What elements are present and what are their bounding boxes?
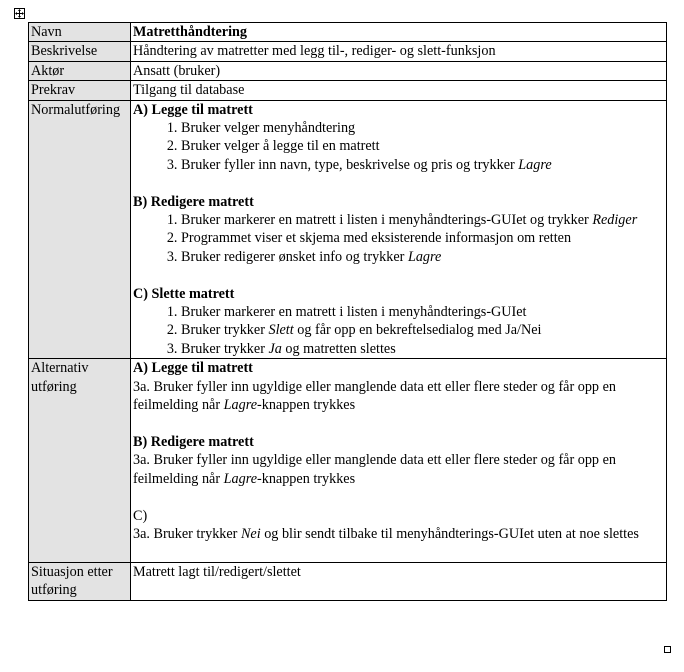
list-item: 1. Bruker markerer en matrett i listen i menyhåndterings-GUIet og trykker Rediger xyxy=(181,211,664,229)
label-actor: Aktør xyxy=(29,61,131,80)
section-title-delete: C) Slette matrett xyxy=(133,285,235,302)
value-actor: Ansatt (bruker) xyxy=(131,61,667,80)
label-name: Navn xyxy=(29,23,131,42)
label-postcondition: Situasjon etter utføring xyxy=(29,562,131,600)
use-case-table xyxy=(28,22,667,601)
value-description: Håndtering av matretter med legg til-, rediger- og slett-funksjon xyxy=(131,42,667,61)
list-item: 1. Bruker markerer en matrett i listen i menyhåndterings-GUIet xyxy=(181,303,664,321)
value-postcondition: Matrett lagt til/redigert/slettet xyxy=(131,562,667,600)
label-normal-flow: Normalutføring xyxy=(29,100,131,359)
value-name: Matretthåndtering xyxy=(131,23,667,42)
label-precondition: Prekrav xyxy=(29,81,131,100)
list-item: 1. Bruker velger menyhåndtering xyxy=(181,119,664,137)
value-precondition: Tilgang til database xyxy=(131,81,667,100)
label-description: Beskrivelse xyxy=(29,42,131,61)
alt-title-add: A) Legge til matrett xyxy=(133,360,253,377)
value-normal-flow xyxy=(131,100,667,359)
list-item: 3. Bruker redigerer ønsket info og trykker Lagre xyxy=(181,248,664,266)
table-row-precondition xyxy=(29,81,667,100)
table-row-alternative-flow xyxy=(29,359,667,562)
steps-edit xyxy=(133,211,664,266)
label-alternative-flow: Alternativ utføring xyxy=(29,359,131,562)
table-move-handle-icon[interactable] xyxy=(14,8,25,19)
list-item: 2. Programmet viser et skjema med eksisterende informasjon om retten xyxy=(181,229,664,247)
list-item: 2. Bruker velger å legge til en matrett xyxy=(181,137,664,155)
alt-text-add: 3a. Bruker fyller inn ugyldige eller manglende data ett eller flere steder og får opp en feilmelding når Lagre-knappen trykkes xyxy=(133,378,616,414)
section-title-add: A) Legge til matrett xyxy=(133,101,253,118)
table-row-normal-flow xyxy=(29,100,667,359)
steps-delete xyxy=(133,303,664,358)
alt-text-edit: 3a. Bruker fyller inn ugyldige eller manglende data ett eller flere steder og får opp en feilmelding når Lagre-knappen trykkes xyxy=(133,452,616,487)
value-alternative-flow xyxy=(131,359,667,562)
alt-text-delete: 3a. Bruker trykker Nei og blir sendt tilbake til menyhåndterings-GUIet uten at noe slettes xyxy=(133,525,639,542)
table-row-actor xyxy=(29,61,667,80)
table-row-description xyxy=(29,42,667,61)
table-row-postcondition xyxy=(29,562,667,600)
list-item: 3. Bruker fyller inn navn, type, beskrivelse og pris og trykker Lagre xyxy=(181,156,664,174)
list-item: 2. Bruker trykker Slett og får opp en bekreftelsedialog med Ja/Nei xyxy=(181,321,664,339)
steps-add xyxy=(133,119,664,174)
section-title-edit: B) Redigere matrett xyxy=(133,193,254,210)
list-item: 3. Bruker trykker Ja og matretten slettes xyxy=(181,340,664,358)
table-row-name xyxy=(29,23,667,42)
alt-title-edit: B) Redigere matrett xyxy=(133,433,254,450)
alt-title-delete: C) xyxy=(133,507,148,524)
table-resize-handle[interactable] xyxy=(664,646,671,653)
